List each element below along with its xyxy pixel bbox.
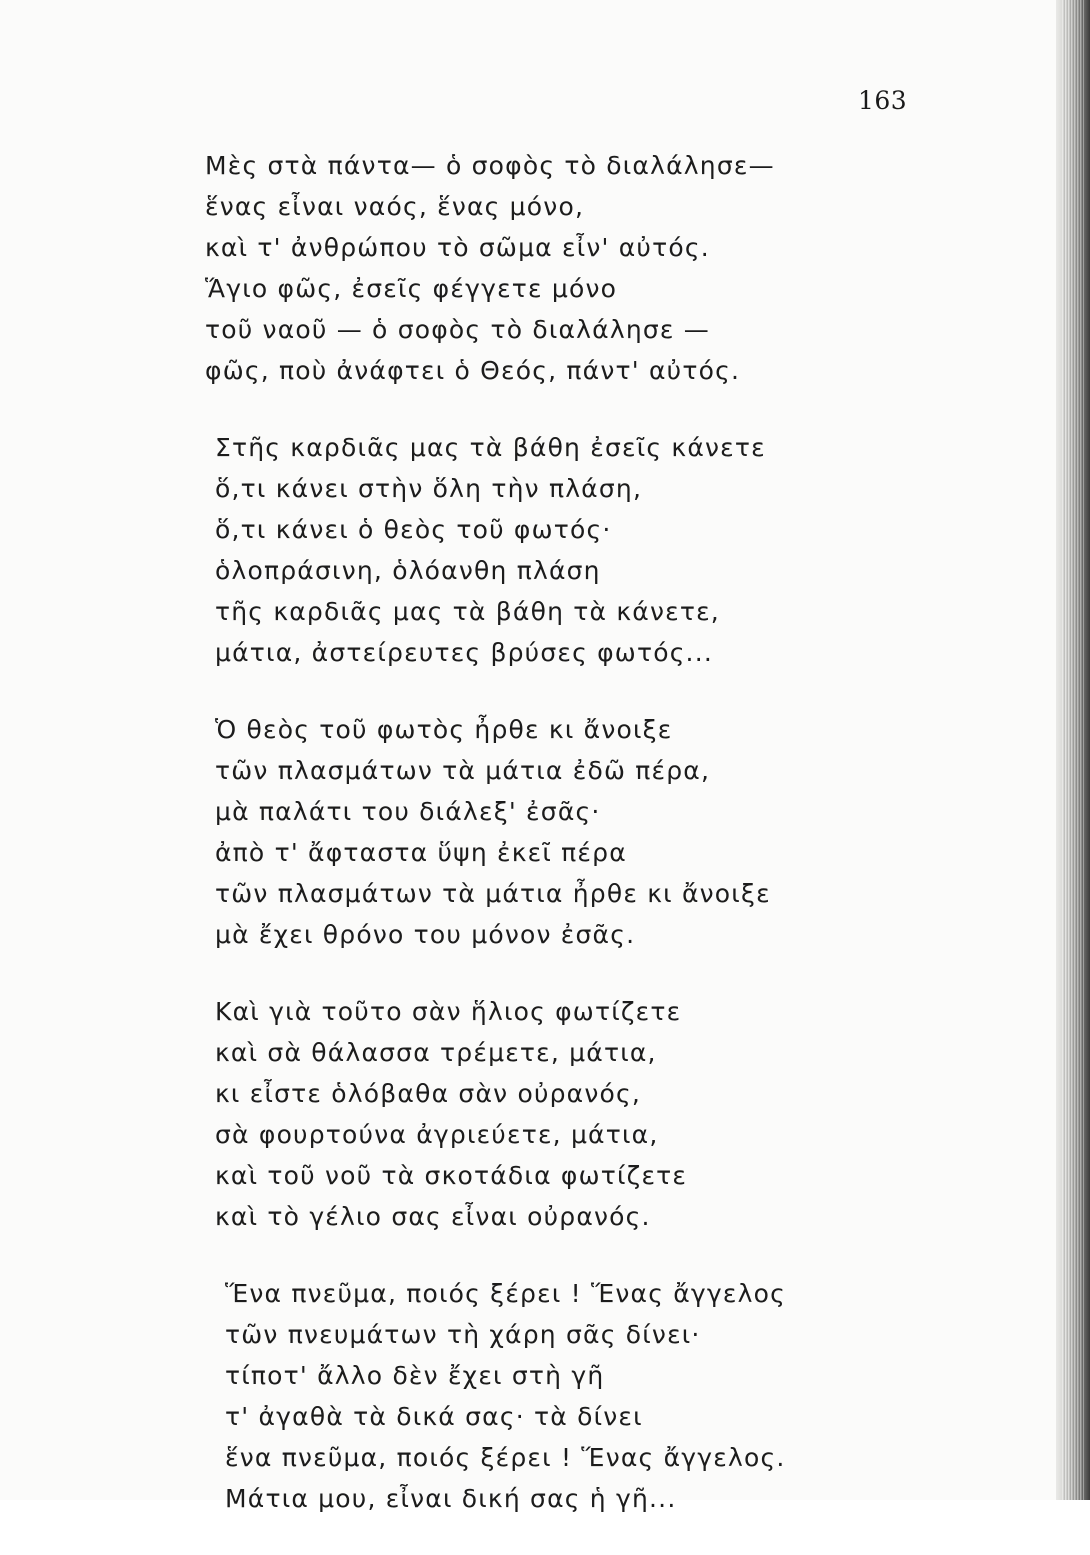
poem-line: μὰ ἔχει θρόνο του μόνον ἐσᾶς. (215, 920, 636, 949)
poem-line: τ' ἀγαθὰ τὰ δικά σας· τὰ δίνει (225, 1402, 643, 1431)
poem-line: ὅ,τι κάνει στὴν ὅλη τὴν πλάση, (215, 474, 643, 503)
poem-line: Ἅγιο φῶς, ἐσεῖς φέγγετε μόνο (205, 274, 618, 303)
poem-line: ἕνας εἶναι ναός, ἕνας μόνο, (205, 192, 585, 221)
poem-line: Καὶ γιὰ τοῦτο σὰν ἥλιος φωτίζετε (215, 997, 682, 1026)
poem-line: τοῦ ναοῦ — ὁ σοφὸς τὸ διαλάλησε — (205, 315, 710, 344)
poem-line: μὰ παλάτι του διάλεξ' ἐσᾶς· (215, 797, 601, 826)
poem-line: φῶς, ποὺ ἀνάφτει ὁ Θεός, πάντ' αὐτός. (205, 356, 741, 385)
poem-line: ἀπὸ τ' ἄφταστα ὕψη ἐκεῖ πέρα (215, 838, 627, 867)
poem-line: τῶν πλασμάτων τὰ μάτια ἦρθε κι ἄνοιξε (215, 879, 771, 908)
page-edge-leaves (1062, 0, 1084, 1500)
page-number: 163 (858, 86, 908, 115)
poem-line: καὶ τοῦ νοῦ τὰ σκοτάδια φωτίζετε (215, 1161, 688, 1190)
poem-line: μάτια, ἀστείρευτες βρύσες φωτός... (215, 638, 714, 667)
stanza-2 (215, 427, 825, 673)
poem-line: τῆς καρδιᾶς μας τὰ βάθη τὰ κάνετε, (215, 597, 720, 626)
poem-line: Ἕνα πνεῦμα, ποιός ξέρει ! Ἕνας ἄγγελος (225, 1279, 786, 1308)
poem-line: καὶ τὸ γέλιο σας εἶναι οὐρανός. (215, 1202, 651, 1231)
poem-line: Μάτια μου, εἶναι δική σας ἡ γῆ... (225, 1484, 677, 1513)
stanza-3 (215, 709, 825, 955)
poem-line: Ὁ θεὸς τοῦ φωτὸς ἦρθε κι ἄνοιξε (215, 715, 673, 744)
poem-line: καὶ τ' ἀνθρώπου τὸ σῶμα εἶν' αὐτός. (205, 233, 710, 262)
poem-line: τῶν πνευμάτων τὴ χάρη σᾶς δίνει· (225, 1320, 701, 1349)
poem-line: καὶ σὰ θάλασσα τρέμετε, μάτια, (215, 1038, 657, 1067)
stanza-1 (205, 145, 825, 391)
poem-line: ὅ,τι κάνει ὁ θεὸς τοῦ φωτός· (215, 515, 612, 544)
poem-line: κι εἶστε ὁλόβαθα σὰν οὐρανός, (215, 1079, 642, 1108)
poem-line: σὰ φουρτούνα ἀγριεύετε, μάτια, (215, 1120, 659, 1149)
poem-line: ἕνα πνεῦμα, ποιός ξέρει ! Ἕνας ἄγγελος. (225, 1443, 786, 1472)
poem-line: ὁλοπράσινη, ὁλόανθη πλάση (215, 556, 601, 585)
poem-line: Στῆς καρδιᾶς μας τὰ βάθη ἐσεῖς κάνετε (215, 433, 766, 462)
stanza-4 (215, 991, 825, 1237)
poem-line: τῶν πλασμάτων τὰ μάτια ἐδῶ πέρα, (215, 756, 711, 785)
stanza-5 (225, 1273, 825, 1519)
poem-line: Μὲς στὰ πάντα— ὁ σοφὸς τὸ διαλάλησε— (205, 151, 775, 180)
poem (205, 145, 825, 1555)
poem-line: τίποτ' ἄλλο δὲν ἔχει στὴ γῆ (225, 1361, 605, 1390)
